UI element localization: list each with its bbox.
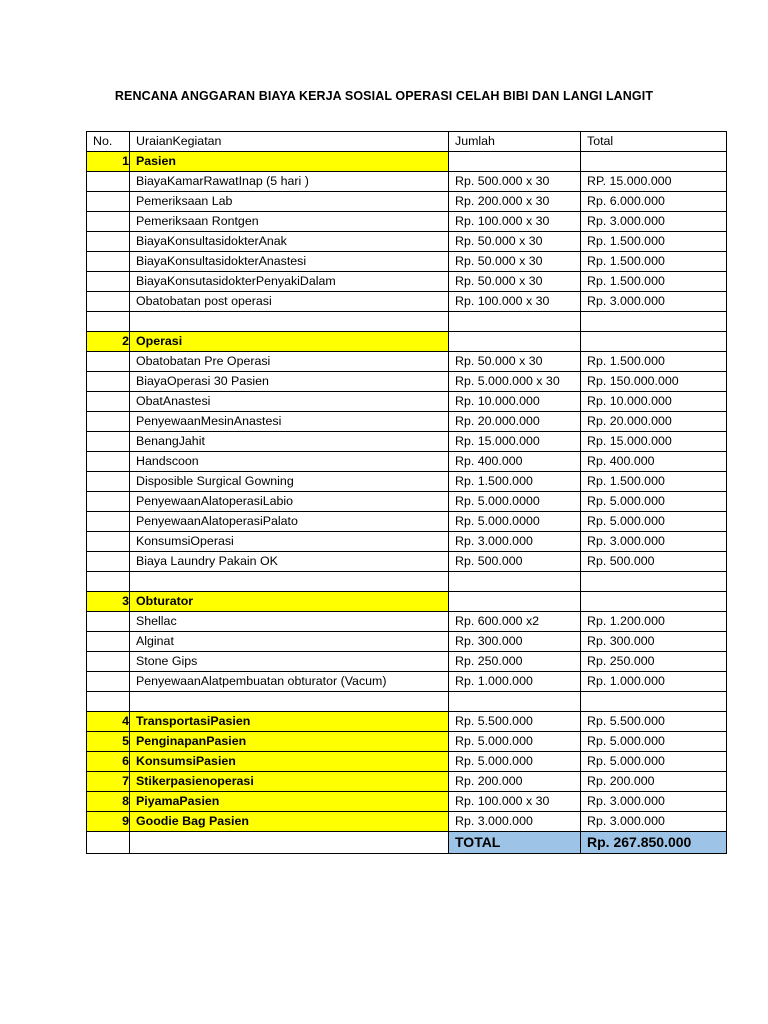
row-number: 5: [87, 732, 130, 752]
row-total: [581, 332, 727, 352]
row-description: [130, 692, 449, 712]
table-row: [87, 492, 727, 512]
section-row: [87, 792, 727, 812]
table-row: [87, 252, 727, 272]
header-no: No.: [87, 132, 130, 152]
row-jumlah: [449, 692, 581, 712]
row-jumlah: Rp. 250.000: [449, 652, 581, 672]
row-description: KonsumsiPasien: [130, 752, 449, 772]
row-number: [87, 312, 130, 332]
row-description: PenyewaanAlatoperasiPalato: [130, 512, 449, 532]
table-row: [87, 432, 727, 452]
row-total: [581, 312, 727, 332]
row-description: BiayaKonsultasidokterAnak: [130, 232, 449, 252]
row-number: [87, 572, 130, 592]
row-jumlah: Rp. 10.000.000: [449, 392, 581, 412]
row-description: [130, 312, 449, 332]
table-row: [87, 452, 727, 472]
table-row: [87, 232, 727, 252]
blank-row: [87, 572, 727, 592]
row-description: KonsumsiOperasi: [130, 532, 449, 552]
row-number: 2: [87, 332, 130, 352]
section-row: [87, 772, 727, 792]
row-description: PenyewaanAlatpembuatan obturator (Vacum): [130, 672, 449, 692]
row-jumlah: Rp. 50.000 x 30: [449, 232, 581, 252]
row-description: Alginat: [130, 632, 449, 652]
row-total: Rp. 250.000: [581, 652, 727, 672]
row-total: Rp. 5.500.000: [581, 712, 727, 732]
row-total: Rp. 5.000.000: [581, 512, 727, 532]
row-description: Biaya Laundry Pakain OK: [130, 552, 449, 572]
document-title: RENCANA ANGGARAN BIAYA KERJA SOSIAL OPERASI CELAH BIBI DAN LANGI LANGIT: [114, 89, 654, 103]
row-jumlah: [449, 152, 581, 172]
row-number: 7: [87, 772, 130, 792]
row-number: [87, 232, 130, 252]
row-jumlah: Rp. 100.000 x 30: [449, 792, 581, 812]
table-row: [87, 292, 727, 312]
row-jumlah: Rp. 5.500.000: [449, 712, 581, 732]
table-row: [87, 172, 727, 192]
total-spacer-no: [87, 832, 130, 854]
row-number: 9: [87, 812, 130, 832]
row-jumlah: Rp. 5.000.0000: [449, 492, 581, 512]
row-total: Rp. 3.000.000: [581, 212, 727, 232]
row-total: Rp. 3.000.000: [581, 792, 727, 812]
row-number: 4: [87, 712, 130, 732]
row-total: Rp. 500.000: [581, 552, 727, 572]
row-total: Rp. 5.000.000: [581, 732, 727, 752]
table-row: [87, 272, 727, 292]
table-row: [87, 612, 727, 632]
blank-row: [87, 312, 727, 332]
row-jumlah: Rp. 5.000.000 x 30: [449, 372, 581, 392]
table-row: [87, 192, 727, 212]
row-jumlah: Rp. 50.000 x 30: [449, 352, 581, 372]
budget-table: [86, 131, 727, 854]
row-jumlah: Rp. 500.000: [449, 552, 581, 572]
section-row: [87, 592, 727, 612]
row-total: Rp. 15.000.000: [581, 432, 727, 452]
table-row: [87, 632, 727, 652]
row-jumlah: Rp. 400.000: [449, 452, 581, 472]
row-jumlah: Rp. 100.000 x 30: [449, 292, 581, 312]
row-jumlah: Rp. 5.000.0000: [449, 512, 581, 532]
row-total: Rp. 1.500.000: [581, 232, 727, 252]
row-description: Obturator: [130, 592, 449, 612]
row-number: [87, 272, 130, 292]
row-number: [87, 472, 130, 492]
row-description: BiayaKamarRawatInap (5 hari ): [130, 172, 449, 192]
row-total: Rp. 3.000.000: [581, 812, 727, 832]
section-row: [87, 732, 727, 752]
row-total: Rp. 5.000.000: [581, 752, 727, 772]
row-jumlah: Rp. 5.000.000: [449, 732, 581, 752]
total-spacer-desc: [130, 832, 449, 854]
row-number: [87, 252, 130, 272]
table-row: [87, 372, 727, 392]
row-total: Rp. 1.200.000: [581, 612, 727, 632]
row-description: Stone Gips: [130, 652, 449, 672]
row-description: PenyewaanAlatoperasiLabio: [130, 492, 449, 512]
table-body: [87, 152, 727, 832]
table-row: [87, 392, 727, 412]
row-description: BenangJahit: [130, 432, 449, 452]
row-total: Rp. 1.500.000: [581, 352, 727, 372]
row-number: [87, 172, 130, 192]
row-number: 3: [87, 592, 130, 612]
row-total: Rp. 3.000.000: [581, 292, 727, 312]
row-jumlah: Rp. 50.000 x 30: [449, 252, 581, 272]
row-jumlah: Rp. 1.500.000: [449, 472, 581, 492]
table-row: [87, 672, 727, 692]
row-number: [87, 392, 130, 412]
row-total: Rp. 6.000.000: [581, 192, 727, 212]
row-jumlah: Rp. 3.000.000: [449, 812, 581, 832]
row-total: Rp. 1.000.000: [581, 672, 727, 692]
row-total: Rp. 5.000.000: [581, 492, 727, 512]
row-total: [581, 572, 727, 592]
row-number: [87, 632, 130, 652]
section-row: [87, 152, 727, 172]
row-description: Obatobatan Pre Operasi: [130, 352, 449, 372]
table-row: [87, 212, 727, 232]
table-row: [87, 352, 727, 372]
row-jumlah: [449, 312, 581, 332]
header-total: Total: [581, 132, 727, 152]
row-number: 1: [87, 152, 130, 172]
row-number: [87, 672, 130, 692]
row-description: BiayaKonsultasidokterAnastesi: [130, 252, 449, 272]
row-number: [87, 412, 130, 432]
row-jumlah: Rp. 50.000 x 30: [449, 272, 581, 292]
row-total: Rp. 400.000: [581, 452, 727, 472]
row-number: 8: [87, 792, 130, 812]
row-number: [87, 512, 130, 532]
row-total: Rp. 300.000: [581, 632, 727, 652]
header-description: UraianKegiatan: [130, 132, 449, 152]
row-description: Handscoon: [130, 452, 449, 472]
row-total: Rp. 20.000.000: [581, 412, 727, 432]
table-row: [87, 512, 727, 532]
table-row: [87, 532, 727, 552]
row-total: Rp. 200.000: [581, 772, 727, 792]
row-number: [87, 612, 130, 632]
table-header-row: [87, 132, 727, 152]
row-description: TransportasiPasien: [130, 712, 449, 732]
row-number: [87, 292, 130, 312]
row-description: Stikerpasienoperasi: [130, 772, 449, 792]
grand-total-label: TOTAL: [449, 832, 581, 854]
row-number: [87, 532, 130, 552]
row-total: Rp. 150.000.000: [581, 372, 727, 392]
table-row: [87, 472, 727, 492]
row-description: Shellac: [130, 612, 449, 632]
row-total: [581, 152, 727, 172]
row-number: 6: [87, 752, 130, 772]
row-jumlah: Rp. 200.000 x 30: [449, 192, 581, 212]
row-jumlah: [449, 592, 581, 612]
row-number: [87, 352, 130, 372]
row-description: Pemeriksaan Lab: [130, 192, 449, 212]
row-total: Rp. 1.500.000: [581, 252, 727, 272]
header-jumlah: Jumlah: [449, 132, 581, 152]
row-description: Operasi: [130, 332, 449, 352]
row-jumlah: Rp. 1.000.000: [449, 672, 581, 692]
section-row: [87, 812, 727, 832]
row-total: [581, 692, 727, 712]
table-row: [87, 552, 727, 572]
row-number: [87, 452, 130, 472]
row-number: [87, 432, 130, 452]
table-row: [87, 412, 727, 432]
section-row: [87, 332, 727, 352]
row-description: Pemeriksaan Rontgen: [130, 212, 449, 232]
row-description: ObatAnastesi: [130, 392, 449, 412]
row-total: Rp. 1.500.000: [581, 472, 727, 492]
row-number: [87, 212, 130, 232]
row-number: [87, 372, 130, 392]
grand-total-value: Rp. 267.850.000: [581, 832, 727, 854]
row-jumlah: [449, 332, 581, 352]
row-description: [130, 572, 449, 592]
row-jumlah: Rp. 15.000.000: [449, 432, 581, 452]
row-jumlah: Rp. 20.000.000: [449, 412, 581, 432]
grand-total-row: [87, 832, 727, 854]
row-number: [87, 192, 130, 212]
row-number: [87, 652, 130, 672]
row-jumlah: Rp. 3.000.000: [449, 532, 581, 552]
blank-row: [87, 692, 727, 712]
row-description: Pasien: [130, 152, 449, 172]
row-jumlah: Rp. 200.000: [449, 772, 581, 792]
row-description: PiyamaPasien: [130, 792, 449, 812]
row-total: RP. 15.000.000: [581, 172, 727, 192]
row-description: PenyewaanMesinAnastesi: [130, 412, 449, 432]
row-jumlah: Rp. 600.000 x2: [449, 612, 581, 632]
row-total: Rp. 3.000.000: [581, 532, 727, 552]
row-description: BiayaOperasi 30 Pasien: [130, 372, 449, 392]
row-jumlah: Rp. 5.000.000: [449, 752, 581, 772]
row-total: Rp. 1.500.000: [581, 272, 727, 292]
table-row: [87, 652, 727, 672]
row-description: BiayaKonsutasidokterPenyakiDalam: [130, 272, 449, 292]
row-number: [87, 552, 130, 572]
row-number: [87, 492, 130, 512]
section-row: [87, 752, 727, 772]
row-jumlah: [449, 572, 581, 592]
row-description: Obatobatan post operasi: [130, 292, 449, 312]
row-total: [581, 592, 727, 612]
row-jumlah: Rp. 300.000: [449, 632, 581, 652]
row-total: Rp. 10.000.000: [581, 392, 727, 412]
row-description: Goodie Bag Pasien: [130, 812, 449, 832]
row-jumlah: Rp. 100.000 x 30: [449, 212, 581, 232]
row-jumlah: Rp. 500.000 x 30: [449, 172, 581, 192]
row-description: Disposible Surgical Gowning: [130, 472, 449, 492]
row-description: PenginapanPasien: [130, 732, 449, 752]
section-row: [87, 712, 727, 732]
row-number: [87, 692, 130, 712]
